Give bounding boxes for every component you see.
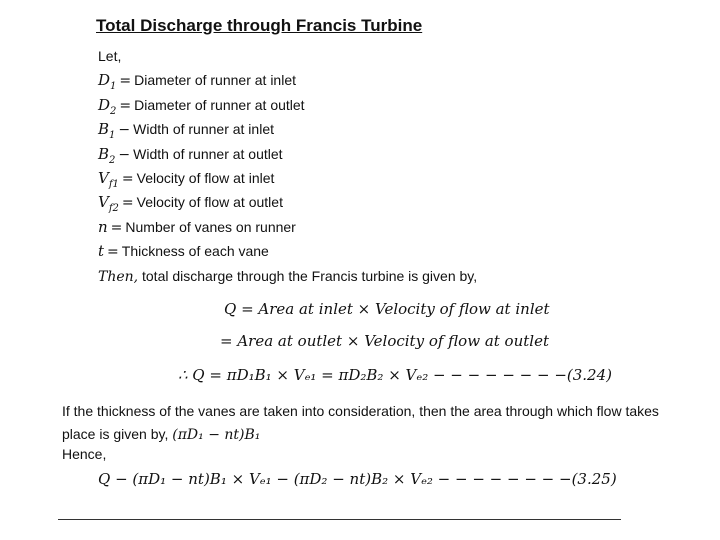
- definition-text: Width of runner at inlet: [133, 121, 274, 138]
- definition-row: [98, 239, 477, 263]
- let-label: Let,: [98, 48, 122, 64]
- definition-row: [98, 166, 477, 190]
- definition-symbol: n: [98, 217, 108, 236]
- thickness-paragraph: [62, 400, 662, 447]
- definition-row: [98, 190, 477, 214]
- equation-3-24: ∴ Q = πD₁B₁ × Vₑ₁ = πD₂B₂ × Vₑ₂ − − − − − − − −(3.24): [178, 366, 612, 384]
- bottom-divider: [58, 519, 621, 520]
- equation-discharge-outlet: = Area at outlet × Velocity of flow at outlet: [220, 332, 549, 350]
- definition-text: Diameter of runner at inlet: [134, 72, 296, 89]
- definition-symbol: B: [98, 120, 110, 139]
- definition-rows: [98, 68, 477, 263]
- definition-row: [98, 117, 477, 141]
- definition-separator: =: [110, 219, 123, 236]
- definition-separator: =: [121, 170, 134, 187]
- definition-symbol: D: [98, 95, 111, 114]
- definition-subscript: f1: [108, 178, 119, 190]
- definition-text: Velocity of flow at inlet: [136, 169, 275, 186]
- paragraph-area-expression: (πD₁ − nt)B₁: [172, 427, 261, 443]
- definition-row: [98, 142, 477, 166]
- definition-subscript: f2: [108, 203, 119, 215]
- definition-symbol: V: [98, 168, 109, 187]
- definition-symbol: V: [98, 193, 109, 212]
- definition-row: [98, 215, 477, 239]
- then-text: total discharge through the Francis turbine is given by,: [138, 267, 478, 284]
- equation-3-25: Q − (πD₁ − nt)B₁ × Vₑ₁ − (πD₂ − nt)B₂ × Vₑ₂ − − − − − − − −(3.25): [98, 470, 617, 488]
- definition-text: Thickness of each vane: [121, 243, 269, 260]
- definition-subscript: 1: [109, 130, 116, 142]
- definition-subscript: 1: [110, 81, 117, 93]
- equation-discharge-inlet: Q = Area at inlet × Velocity of flow at inlet: [224, 300, 550, 318]
- definition-row: [98, 68, 477, 92]
- then-word: Then,: [98, 268, 139, 285]
- definition-symbol: D: [98, 71, 111, 90]
- definition-separator: −: [118, 122, 131, 139]
- section-title: Total Discharge through Francis Turbine: [96, 16, 423, 35]
- definition-text: Width of runner at outlet: [133, 145, 283, 162]
- then-line: [98, 264, 477, 288]
- definition-subscript: 2: [109, 154, 116, 166]
- hence-label: Hence,: [62, 446, 107, 462]
- definition-row: [98, 93, 477, 117]
- definition-separator: =: [107, 244, 119, 261]
- definition-separator: −: [118, 146, 131, 163]
- definition-symbol: t: [98, 242, 105, 261]
- definition-text: Number of vanes on runner: [125, 218, 296, 235]
- paragraph-text: If the thickness of the vanes are taken into consideration, then the area through which flow takes place is given by,: [62, 403, 659, 442]
- definition-text: Velocity of flow at outlet: [136, 194, 283, 211]
- definition-text: Diameter of runner at outlet: [134, 96, 305, 113]
- definitions-list: [98, 44, 477, 288]
- definition-symbol: B: [98, 144, 110, 163]
- definition-subscript: 2: [110, 105, 117, 117]
- definition-separator: =: [119, 97, 132, 114]
- definition-separator: =: [121, 195, 134, 212]
- definition-separator: =: [119, 73, 132, 90]
